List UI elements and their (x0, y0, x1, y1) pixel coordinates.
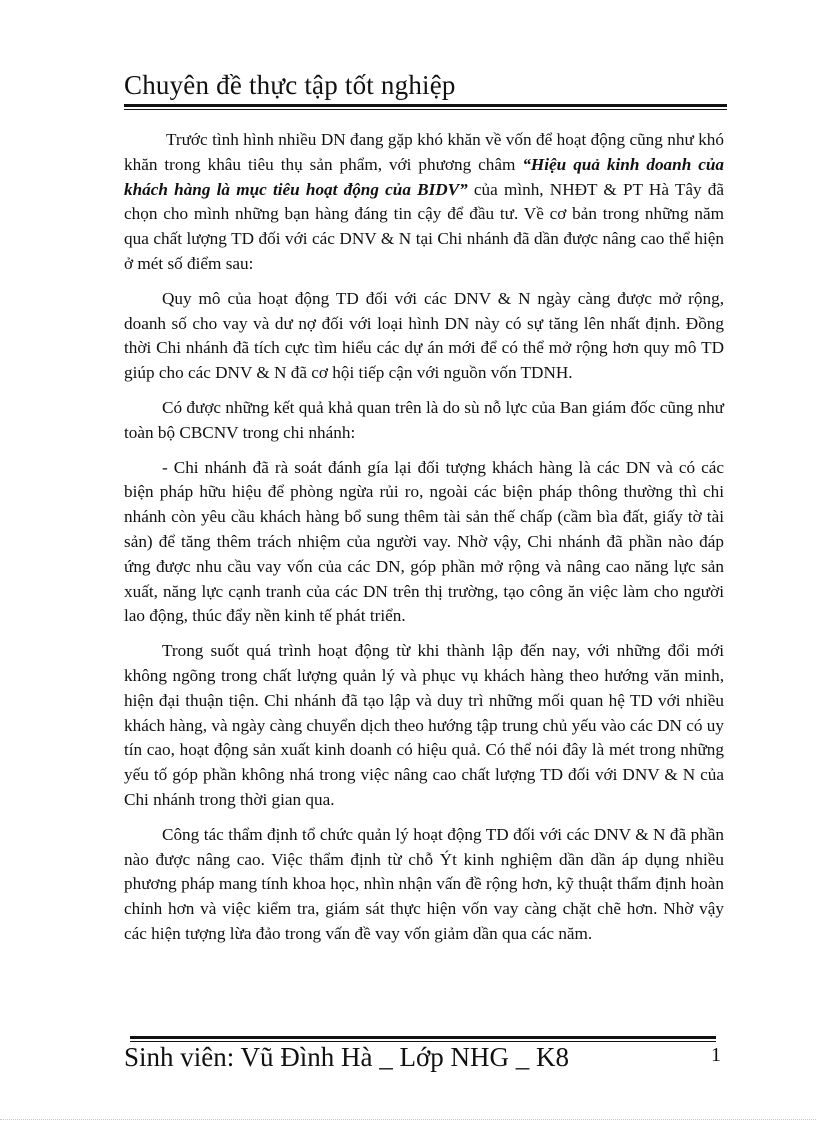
header-rule-thick (124, 104, 727, 107)
footer-rule-thick (130, 1036, 716, 1039)
paragraph-1 (124, 128, 724, 277)
document-body (124, 128, 724, 957)
paragraph-4: - Chi nhánh đã rà soát đánh gía lại đối tượng khách hàng là các DN và có các biện pháp hữu hiệu để phòng ngừa rủi ro, ngoài các biện pháp thông thường thì chi nhánh còn yêu cầu khách hàng bổ sung thêm tài sản thế chấp (cầm bìa đất, giấy tờ tài sản) để tăng thêm trách nhiệm của người vay. Nhờ vậy, Chi nhánh đã phần nào đáp ứng được nhu cầu vay vốn của các DN, góp phần mở rộng và nâng cao năng lực sản xuất, năng lực cạnh tranh của các DN trên thị trường, tạo công ăn việc làm cho người lao động, thúc đẩy nền kinh tế phát triển. (124, 457, 724, 626)
page-number: 1 (711, 1044, 721, 1066)
footer-student-info: Sinh viên: Vũ Đình Hà _ Lớp NHG _ K8 (124, 1042, 570, 1072)
paragraph-2: Quy mô của hoạt động TD đối với các DNV & N ngày càng được mở rộng, doanh số cho vay và dư nợ đối với loại hình DN này có sự tăng lên nhất định. Đồng thời Chi nhánh đã tích cực tìm hiểu các dự án mới để có thể mở rộng hơn quy mô TD giúp cho các DNV & N đã cơ hội tiếp cận với nguồn vốn TDNH. (124, 288, 724, 383)
page-bottom-divider (0, 1119, 816, 1120)
paragraph-6: Công tác thẩm định tổ chức quản lý hoạt động TD đối với các DNV & N đã phần nào được nâng cao. Việc thẩm định từ chỗ Ýt kinh nghiệm dần dần áp dụng nhiều phương pháp mang tính khoa học, nhìn nhận vấn đề rộng hơn, kỹ thuật thẩm định hoàn chỉnh hơn và việc kiểm tra, giám sát thực hiện vốn vay càng chặt chẽ hơn. Nhờ vậy các hiện tượng lừa đảo trong vấn đề vay vốn giảm dần qua các năm. (124, 824, 724, 943)
paragraph-1-text-after: của mình, NHĐT & PT Hà Tây đã chọn cho mình những bạn hàng đáng tin cậy để đầu tư. Về cơ bản trong những năm qua chất lượng TD đối với các DNV & N tại Chi nhánh đã dần được nâng cao thể hiện ở mét số điểm sau: (124, 179, 724, 273)
paragraph-3: Có được những kết quả khả quan trên là do sù nỗ lực của Ban giám đốc cũng như toàn bộ CBCNV trong chi nhánh: (124, 397, 724, 442)
paragraph-5: Trong suốt quá trình hoạt động từ khi thành lập đến nay, với những đổi mới không ngõng trong chất lượng quản lý và phục vụ khách hàng theo hướng văn minh, hiện đại thuận tiện. Chi nhánh đã tạo lập và duy trì những mối quan hệ TD với nhiều khách hàng, và ngày càng chuyển dịch theo hướng tập trung chủ yếu vào các DN có uy tín cao, hoạt động sản xuất kinh doanh có hiệu quả. Có thể nói đây là mét trong những yếu tố góp phần không nhá trong việc nâng cao chất lượng TD đối với DNV & N của Chi nhánh trong thời gian qua. (124, 641, 724, 809)
paragraph-1-emphasis: “Hiệu quả kinh doanh của khách hàng là mục tiêu hoạt động của BIDV” (124, 154, 724, 199)
header-double-rule (124, 104, 727, 110)
page-header-title: Chuyên đề thực tập tốt nghiệp (124, 70, 456, 100)
paragraph-1-text-before: Trước tình hình nhiều DN đang gặp khó khăn về vốn để hoạt động cũng như khó khăn trong khâu tiêu thụ sản phẩm, với phương châm (124, 130, 724, 174)
header-rule-thin (124, 109, 727, 110)
